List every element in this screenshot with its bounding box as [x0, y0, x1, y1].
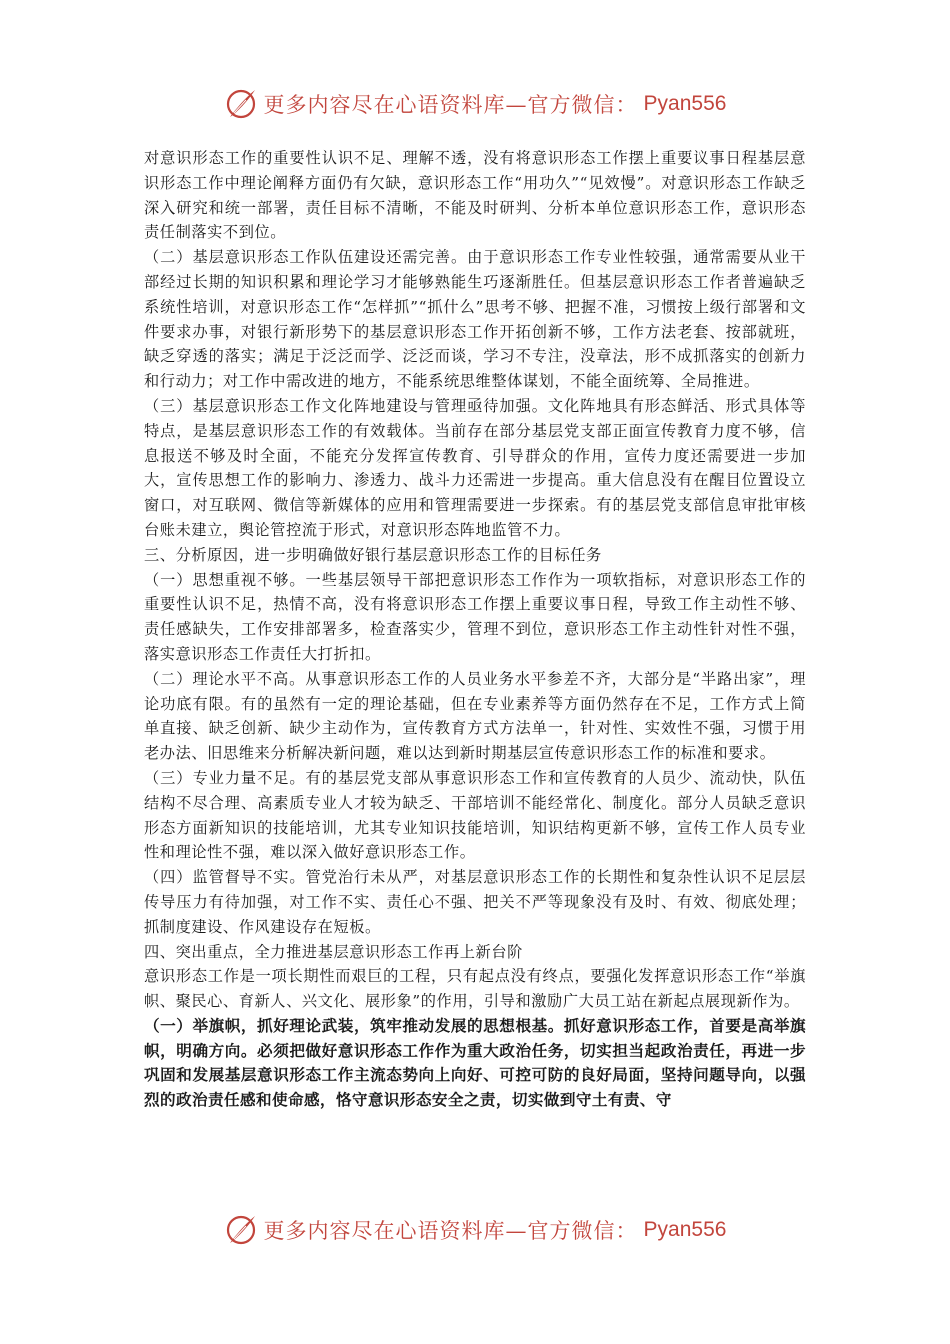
- paragraph: 意识形态工作是一项长期性而艰巨的工程，只有起点没有终点，要强化发挥意识形态工作“举旗帜、聚民心、育新人、兴文化、展形象”的作用，引导和激励广大员工站在新起点展现新作为。: [144, 967, 806, 1011]
- watermark-text: 更多内容尽在心语资料库—官方微信：: [263, 93, 638, 117]
- paragraph: （三）专业力量不足。有的基层党支部从事意识形态工作和宣传教育的人员少、流动快，队伍结构不尽合理、高素质专业人才较为缺乏、干部培训不能经常化、制度化。部分人员缺乏意识形态方面新知识的技能培训，尤其专业知识技能培训，知识结构更新不够，宣传工作人员专业性和理论性不强，难以深入做好意识形态工作。: [144, 768, 806, 862]
- paragraph: （二）基层意识形态工作队伍建设还需完善。由于意识形态工作专业性较强，通常需要从业干部经过长期的知识积累和理论学习才能够熟能生巧逐渐胜任。但基层意识形态工作者普遍缺乏系统性培训，对意识形态工作“怎样抓”“抓什么”思考不够、把握不准，习惯按上级行部署和文件要求办事，对银行新形势下的基层意识形态工作开拓创新不够，工作方法老套、按部就班，缺乏穿透的落实；满足于泛泛而学、泛泛而谈，学习不专注，没章法，形不成抓落实的创新力和行动力；对工作中需改进的地方，不能系统思维整体谋划，不能全面统筹、全局推进。: [144, 248, 806, 391]
- watermark-wechat-id: Pyan556: [643, 1218, 727, 1241]
- section-heading: 四、突出重点，全力推进基层意识形态工作再上新台阶: [144, 942, 523, 961]
- paragraph: （一）思想重视不够。一些基层领导干部把意识形态工作作为一项软指标，对意识形态工作的重要性认识不足，热情不高，没有将意识形态工作摆上重要议事日程，导致工作主动性不够、责任感缺失，工作安排部署多，检查落实少，管理不到位，意识形态工作主动性针对性不强，落实意识形态工作责任大打折扣。: [144, 570, 806, 663]
- paragraph: （四）监管督导不实。管党治行未从严，对基层意识形态工作的长期性和复杂性认识不足层层传导压力有待加强，对工作不实、责任心不强、把关不严等现象没有及时、有效、彻底处理；抓制度建设、作风建设存在短板。: [144, 868, 806, 936]
- quill-logo-icon: [224, 1213, 258, 1247]
- quill-logo-icon: [224, 87, 258, 121]
- document-body: [144, 146, 806, 1113]
- watermark-top: [0, 84, 950, 124]
- paragraph: 对意识形态工作的重要性认识不足、理解不透，没有将意识形态工作摆上重要议事日程基层意识形态工作中理论阐释方面仍有欠缺，意识形态工作“用功久”“见效慢”。对意识形态工作缺乏深入研究和统一部署，责任目标不清晰，不能及时研判、分析本单位意识形态工作，意识形态责任制落实不到位。: [144, 149, 806, 242]
- watermark-wechat-id: Pyan556: [643, 92, 727, 115]
- paragraph: （二）理论水平不高。从事意识形态工作的人员业务水平参差不齐，大部分是“半路出家”，理论功底有限。有的虽然有一定的理论基础，但在专业素养等方面仍然存在不足，工作方式上简单直接、缺乏创新、缺少主动作为，宣传教育方式方法单一，针对性、实效性不强，习惯于用老办法、旧思维来分析解决新问题，难以达到新时期基层宣传意识形态工作的标准和要求。: [144, 669, 806, 763]
- watermark-bottom: [0, 1210, 950, 1250]
- bold-paragraph: （一）举旗帜，抓好理论武装，筑牢推动发展的思想根基。抓好意识形态工作，首要是高举旗帜，明确方向。必须把做好意识形态工作作为重大政治任务，切实担当起政治责任，再进一步巩固和发展基层意识形态工作主流态势向上向好、可控可防的良好局面，坚持问题导向，以强烈的政治责任感和使命感，恪守意识形态安全之责，切实做到守土有责、守: [144, 1016, 806, 1110]
- section-heading: 三、分析原因，进一步明确做好银行基层意识形态工作的目标任务: [144, 545, 602, 564]
- watermark-text: 更多内容尽在心语资料库—官方微信：: [263, 1219, 638, 1243]
- paragraph: （三）基层意识形态工作文化阵地建设与管理亟待加强。文化阵地具有形态鲜活、形式具体等特点，是基层意识形态工作的有效载体。当前存在部分基层党支部正面宣传教育力度不够，信息报送不够及时全面，不能充分发挥宣传教育、引导群众的作用，宣传力度还需要进一步加大，宣传思想工作的影响力、渗透力、战斗力还需进一步提高。重大信息没有在醒目位置设立窗口，对互联网、微信等新媒体的应用和管理需要进一步探索。有的基层党支部信息审批审核台账未建立，舆论管控流于形式，对意识形态阵地监管不力。: [144, 396, 806, 539]
